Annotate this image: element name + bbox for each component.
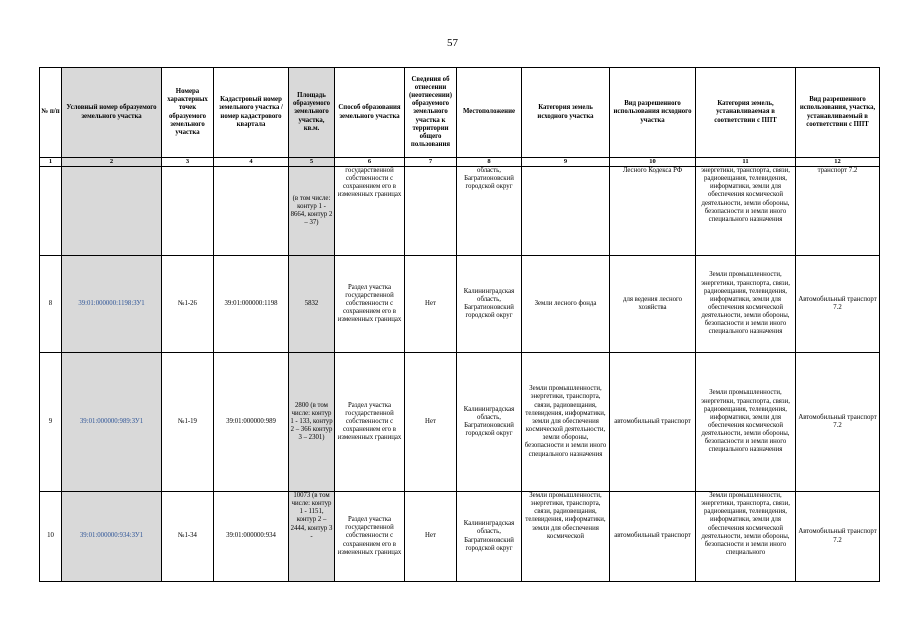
table-row [40,256,880,353]
plot-id [62,167,162,256]
points: №1-19 [162,353,214,492]
area: (в том числе: контур 1 - 8664, контур 2 – 37) [289,167,335,256]
public-use [405,167,457,256]
column-number: 1 [40,158,62,167]
plot-id: 39:01:000000:989:ЗУ1 [62,353,162,492]
area: 10073 (в том числе: контур 1 - 1151, контур 2 – 2444, контур 3 - [289,492,335,582]
use-source: Лесного Кодекса РФ [610,167,696,256]
public-use: Нет [405,256,457,353]
use-ppt: Автомобильный транспорт 7.2 [796,256,880,353]
public-use: Нет [405,492,457,582]
use-ppt: Автомобильный транспорт 7.2 [796,492,880,582]
row-number: 10 [40,492,62,582]
row-number: 9 [40,353,62,492]
cadastral-number: 39:01:000000:934 [214,492,289,582]
header-cell: Вид разрешенного использования, участка, устанавливаемый в соответствии с ППТ [796,68,880,158]
column-number: 3 [162,158,214,167]
plot-id: 39:01:000000:1198:ЗУ1 [62,256,162,353]
formation-method: Раздел участка государственной собственности с сохранением его в измененных границах [335,492,405,582]
location: Калининградская область, Багратионовский городской округ [457,492,522,582]
header-cell: Условный номер образуемого земельного участка [62,68,162,158]
table-row [40,353,880,492]
use-source: автомобильный транспорт [610,492,696,582]
column-number: 4 [214,158,289,167]
header-cell: Категория земель исходного участка [522,68,610,158]
area: 2800 (в том числе: контур 1 - 133, контур 2 – 366 контур 3 – 2301) [289,353,335,492]
category-source: Земли промышленности, энергетики, транспорта, связи, радиовещания, телевидения, информатики, земли для обеспечения космической деятельности, земли обороны, безопасности и земли иного специального назначения [522,353,610,492]
points: №1-34 [162,492,214,582]
header-cell: Номера характерных точек образуемого земельного участка [162,68,214,158]
use-ppt: транспорт 7.2 [796,167,880,256]
header-cell: Сведения об отнесении (неотнесении) образуемого земельного участка к территории общего пользования [405,68,457,158]
table-row [40,167,880,256]
header-cell: Вид разрешенного использования исходного участка [610,68,696,158]
points [162,167,214,256]
points: №1-26 [162,256,214,353]
category-ppt: Земли промышленности, энергетики, транспорта, связи, радиовещания, телевидения, информатики, земли для обеспечения космической деятельности, земли обороны, безопасности и земли иного специального назначения [696,353,796,492]
row-number [40,167,62,256]
area: 5832 [289,256,335,353]
column-number: 12 [796,158,880,167]
land-plots-table [39,67,880,582]
cadastral-number: 39:01:000000:1198 [214,256,289,353]
header-cell: Площадь образуемого земельного участка, кв.м. [289,68,335,158]
category-ppt: Земли промышленности, энергетики, транспорта, связи, радиовещания, телевидения, информатики, земли для обеспечения космической деятельности, земли обороны, безопасности и земли иного специального назначения [696,256,796,353]
column-number: 11 [696,158,796,167]
public-use: Нет [405,353,457,492]
location: область, Багратионовский городской округ [457,167,522,256]
cadastral-number: 39:01:000000:989 [214,353,289,492]
plot-id: 39:01:000000:934:ЗУ1 [62,492,162,582]
page-number: 57 [447,37,458,49]
category-source: Земли лесного фонда [522,256,610,353]
category-ppt: Земли промышленности, энергетики, транспорта, связи, радиовещания, телевидения, информатики, земли для обеспечения космической деятельности, земли обороны, безопасности и земли иного специального [696,492,796,582]
use-ppt: Автомобильный транспорт 7.2 [796,353,880,492]
location: Калининградская область, Багратионовский городской округ [457,256,522,353]
category-ppt: энергетики, транспорта, связи, радиовещания, телевидения, информатики, земли для обеспечения космической деятельности, земли обороны, безопасности и земли иного специального назначения [696,167,796,256]
location: Калининградская область, Багратионовский городской округ [457,353,522,492]
category-source: Земли промышленности, энергетики, транспорта, связи, радиовещания, телевидения, информатики, земли для обеспечения космической [522,492,610,582]
header-cell: Кадастровый номер земельного участка /номер кадастрового квартала [214,68,289,158]
header-cell: Категория земель, устанавливаемая в соответствии с ППТ [696,68,796,158]
table-row [40,492,880,582]
header-cell: Местоположение [457,68,522,158]
column-number: 10 [610,158,696,167]
use-source: автомобильный транспорт [610,353,696,492]
use-source: для ведения лесного хозяйства [610,256,696,353]
cadastral-number [214,167,289,256]
column-number: 7 [405,158,457,167]
column-number: 8 [457,158,522,167]
column-number: 6 [335,158,405,167]
column-number: 9 [522,158,610,167]
header-cell: № п/п [40,68,62,158]
formation-method: государственной собственности с сохранением его в измененных границах [335,167,405,256]
column-number: 5 [289,158,335,167]
header-cell: Способ образования земельного участка [335,68,405,158]
column-number: 2 [62,158,162,167]
formation-method: Раздел участка государственной собственности с сохранением его в измененных границах [335,256,405,353]
column-number-row [40,158,880,167]
header-row [40,68,880,158]
category-source [522,167,610,256]
row-number: 8 [40,256,62,353]
formation-method: Раздел участка государственной собственности с сохранением его в измененных границах [335,353,405,492]
